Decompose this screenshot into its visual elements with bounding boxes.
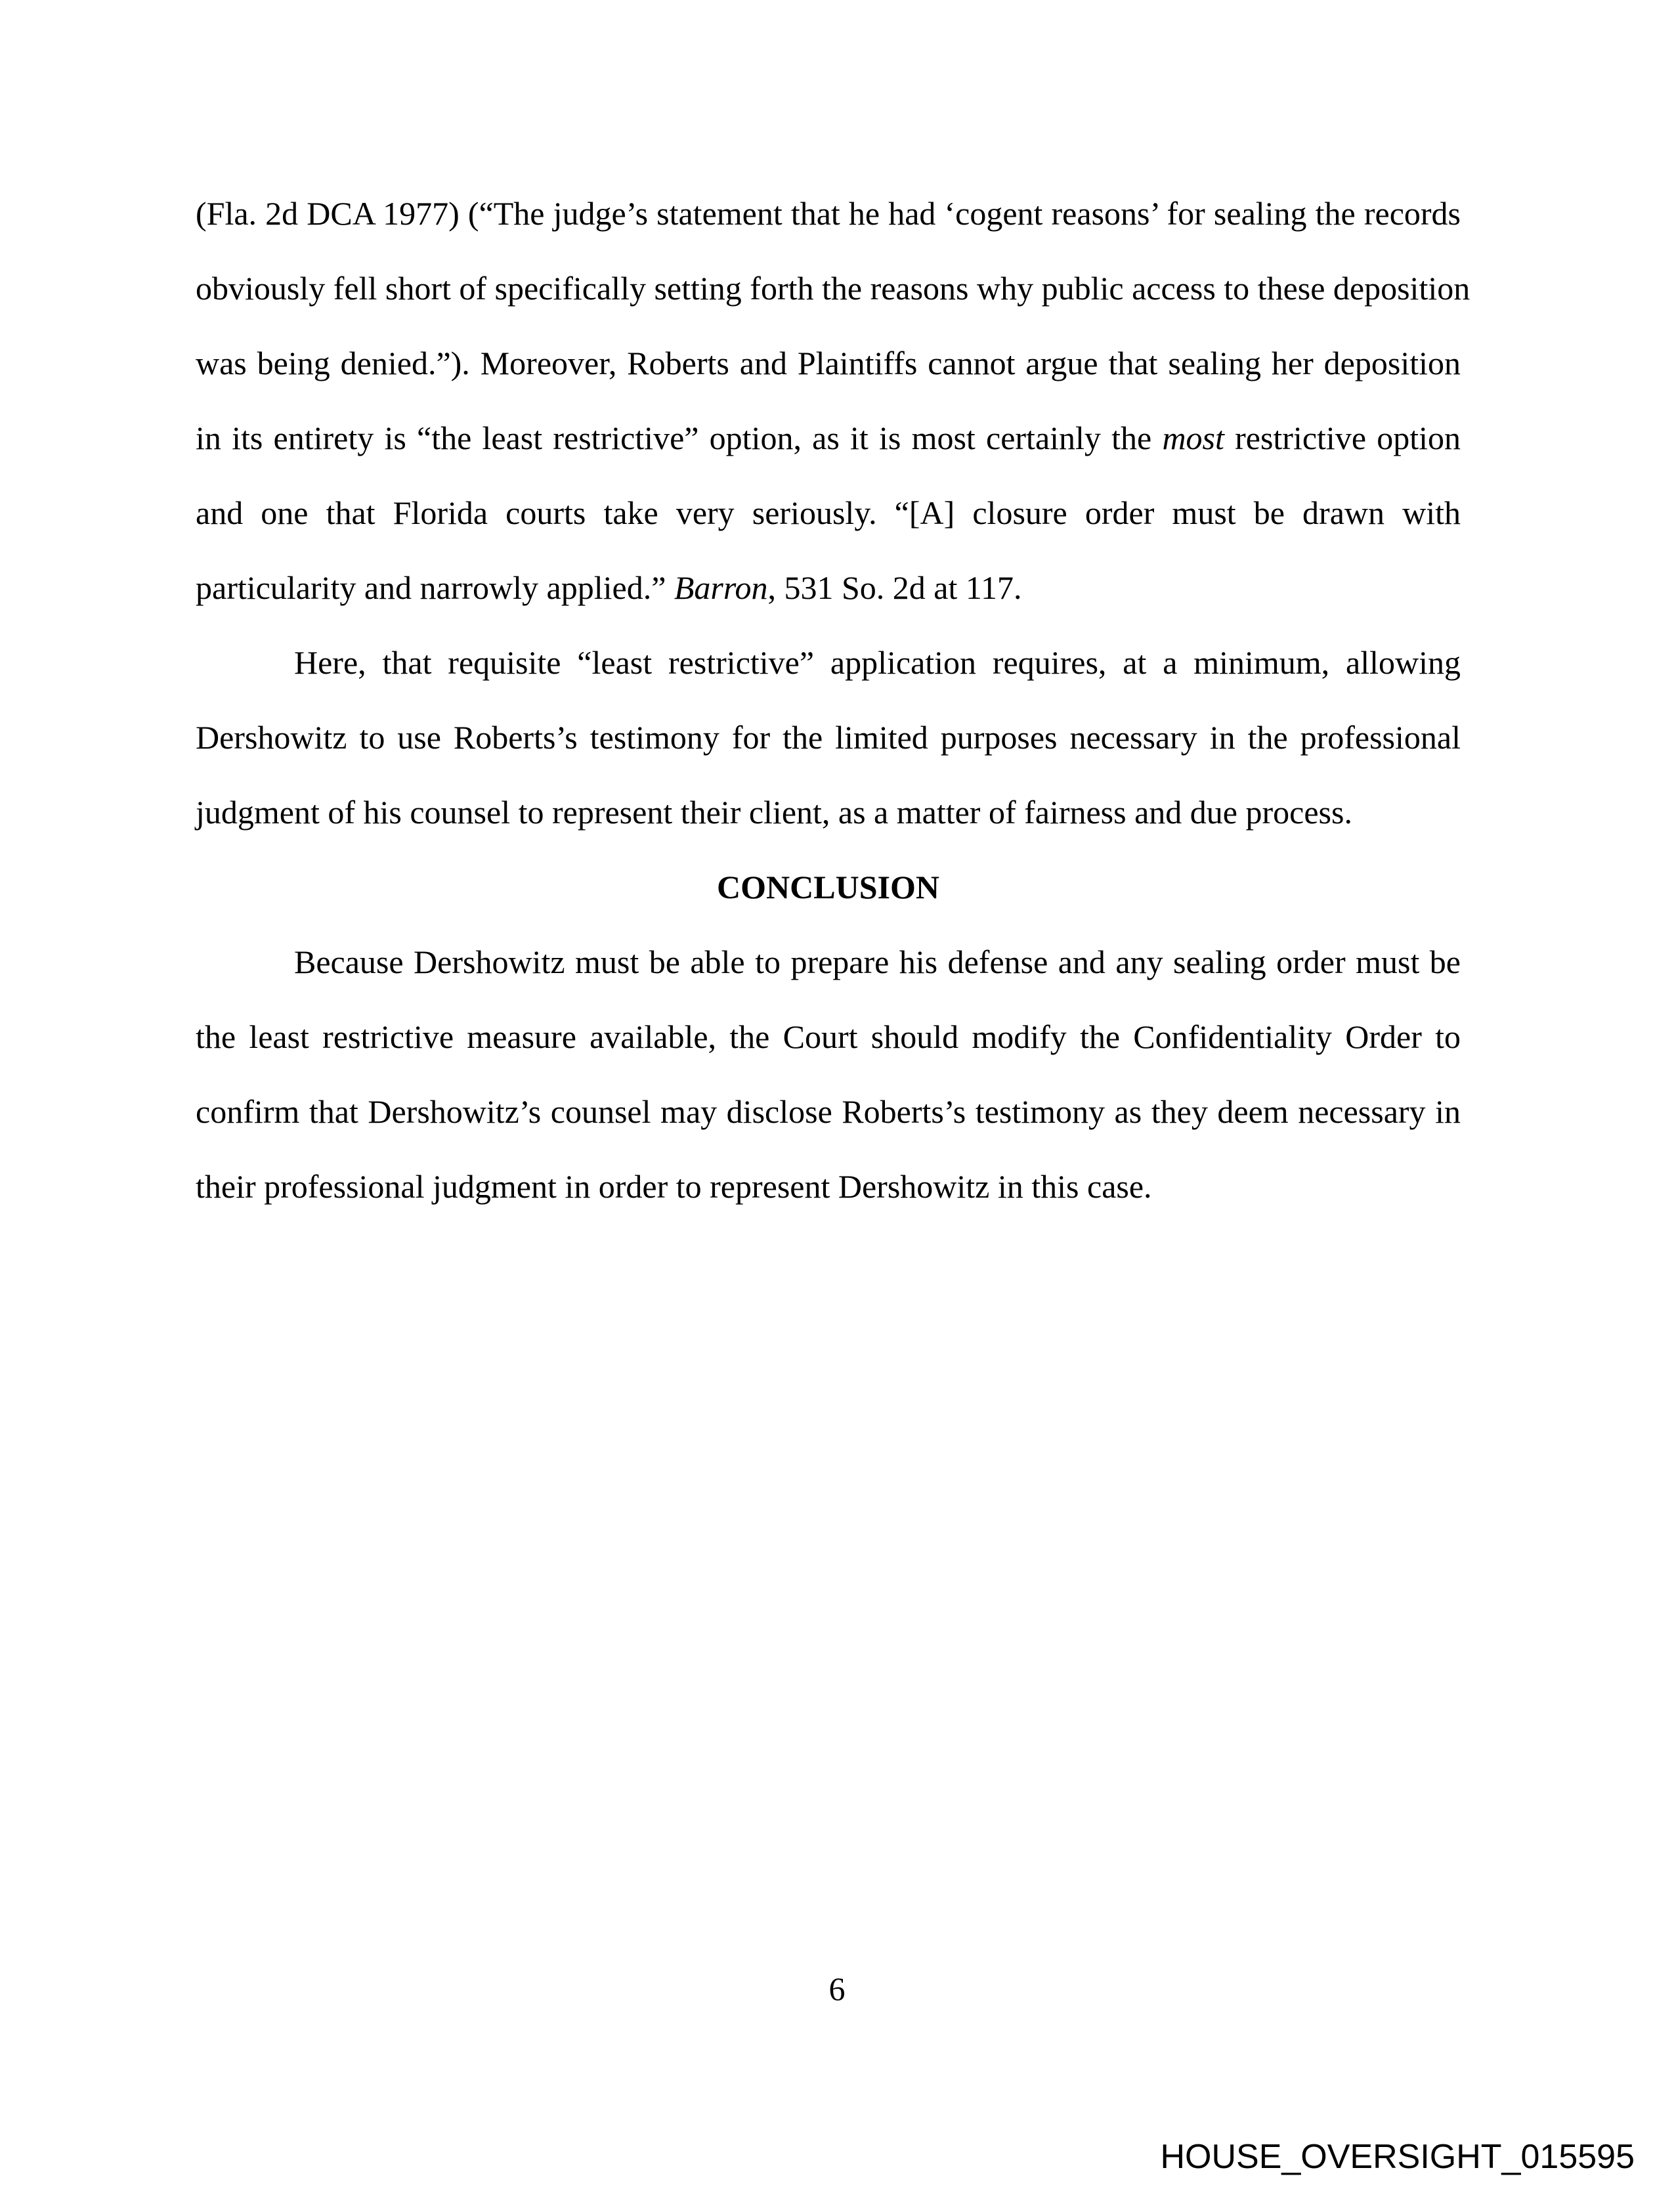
case-citation: Barron <box>674 569 768 606</box>
text-line: Here, that requisite “least restrictive” application requires, at a minimum, allowing <box>294 644 1461 681</box>
text-line <box>196 401 1461 475</box>
text-line: (Fla. 2d DCA 1977) (“The judge’s statement that he had ‘cogent reasons’ for sealing the records <box>196 195 1461 232</box>
text-line: obviously fell short of specifically setting forth the reasons why public access to these deposition <box>196 270 1470 307</box>
text-segment: in its entirety is “the least restrictive” option, as it is most certainly the <box>196 420 1163 456</box>
text-line: the least restrictive measure available, the Court should modify the Confidentiality Order to <box>196 1018 1461 1055</box>
text-line: and one that Florida courts take very seriously. “[A] closure order must be drawn with <box>196 494 1461 531</box>
section-heading: CONCLUSION <box>717 869 939 905</box>
text-line: confirm that Dershowitz’s counsel may disclose Roberts’s testimony as they deem necessary in <box>196 1093 1461 1130</box>
text-line <box>196 550 1461 625</box>
text-line: their professional judgment in order to represent Dershowitz in this case. <box>196 1168 1152 1205</box>
text-segment: particularity and narrowly applied.” <box>196 569 674 606</box>
text-line: was being denied.”). Moreover, Roberts and Plaintiffs cannot argue that sealing her deposition <box>196 345 1461 381</box>
page-number: 6 <box>828 1970 846 2007</box>
text-segment: restrictive option <box>1224 420 1461 456</box>
emphasis-most: most <box>1162 420 1224 456</box>
bates-number: HOUSE_OVERSIGHT_015595 <box>1160 2138 1635 2176</box>
text-line: Dershowitz to use Roberts’s testimony for the limited purposes necessary in the professional <box>196 719 1461 756</box>
text-line: judgment of his counsel to represent their client, as a matter of fairness and due process. <box>196 794 1352 831</box>
text-line: Because Dershowitz must be able to prepare his defense and any sealing order must be <box>294 943 1461 980</box>
document-body <box>196 176 1470 1224</box>
text-segment: , 531 So. 2d at 117. <box>767 569 1022 606</box>
